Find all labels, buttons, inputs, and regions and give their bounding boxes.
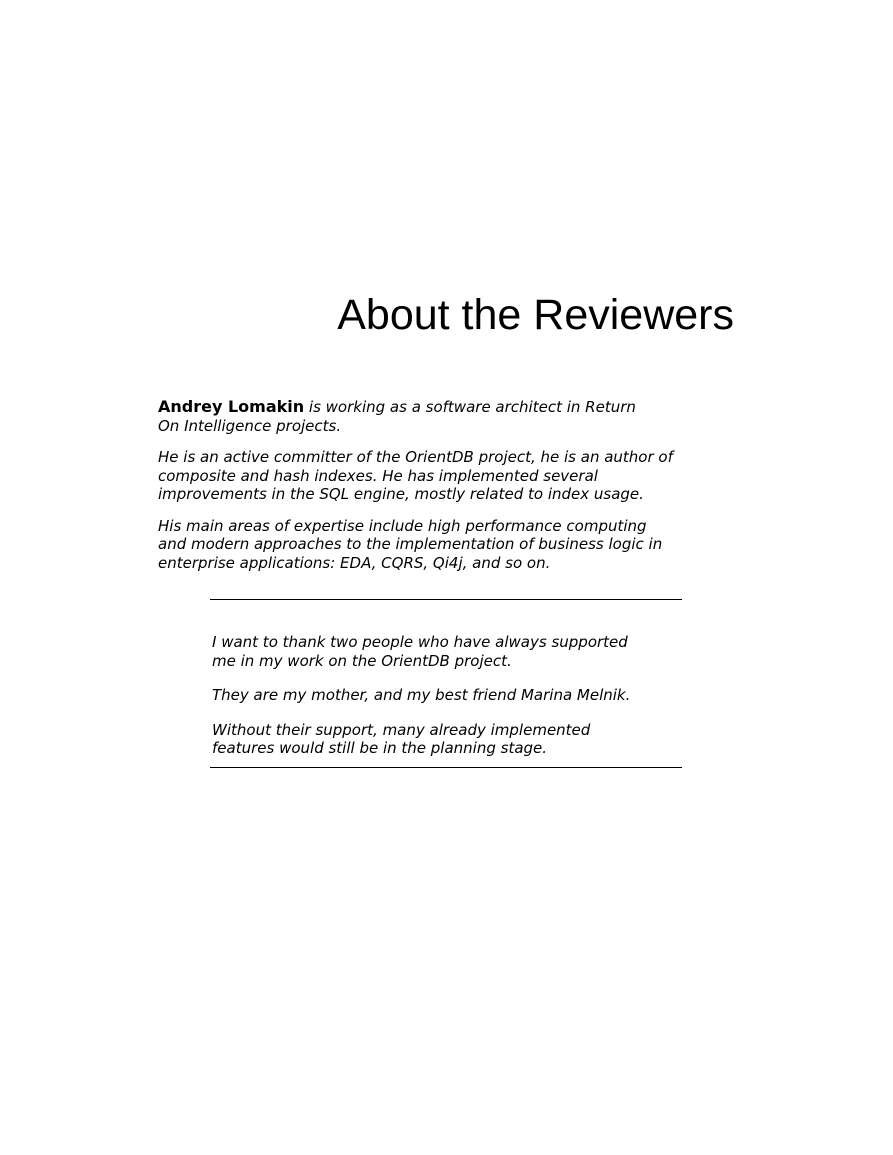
reviewer-paragraph-expertise <box>158 517 703 573</box>
reviewer-intro-paragraph <box>158 398 703 435</box>
paragraph-line: Without their support, many already implemented <box>212 720 591 739</box>
paragraph-line: He is an active committer of the OrientDB project, he is an author of <box>158 448 673 466</box>
paragraph-line: me in my work on the OrientDB project. <box>212 651 512 670</box>
reviewer-intro-text: is working as a software architect in Return <box>304 398 636 416</box>
reviewer-name: Andrey Lomakin <box>158 397 305 416</box>
paragraph-line: composite and hash indexes. He has implemented several <box>158 466 598 485</box>
page-title: About the Reviewers <box>337 291 734 339</box>
paragraph-line: They are my mother, and my best friend Marina Melnik. <box>212 686 631 704</box>
acknowledgement-paragraph <box>212 686 677 705</box>
acknowledgement-paragraph <box>212 633 677 670</box>
paragraph-line: features would still be in the planning stage. <box>212 739 548 757</box>
reviewer-paragraph-committer <box>158 448 703 504</box>
paragraph-line: and modern approaches to the implementation of business logic in <box>158 535 663 553</box>
reviewer-intro-text-2: On Intelligence projects. <box>158 416 342 435</box>
paragraph-line: I want to thank two people who have always supported <box>212 633 628 651</box>
paragraph-line: improvements in the SQL engine, mostly related to index usage. <box>158 485 644 503</box>
paragraph-line: His main areas of expertise include high performance computing <box>158 516 647 535</box>
paragraph-line: enterprise applications: EDA, CQRS, Qi4j, and so on. <box>158 553 551 572</box>
acknowledgement-paragraph <box>212 721 677 758</box>
acknowledgement-text <box>212 633 677 774</box>
acknowledgement-box <box>210 599 682 768</box>
reviewer-bio <box>158 398 703 585</box>
